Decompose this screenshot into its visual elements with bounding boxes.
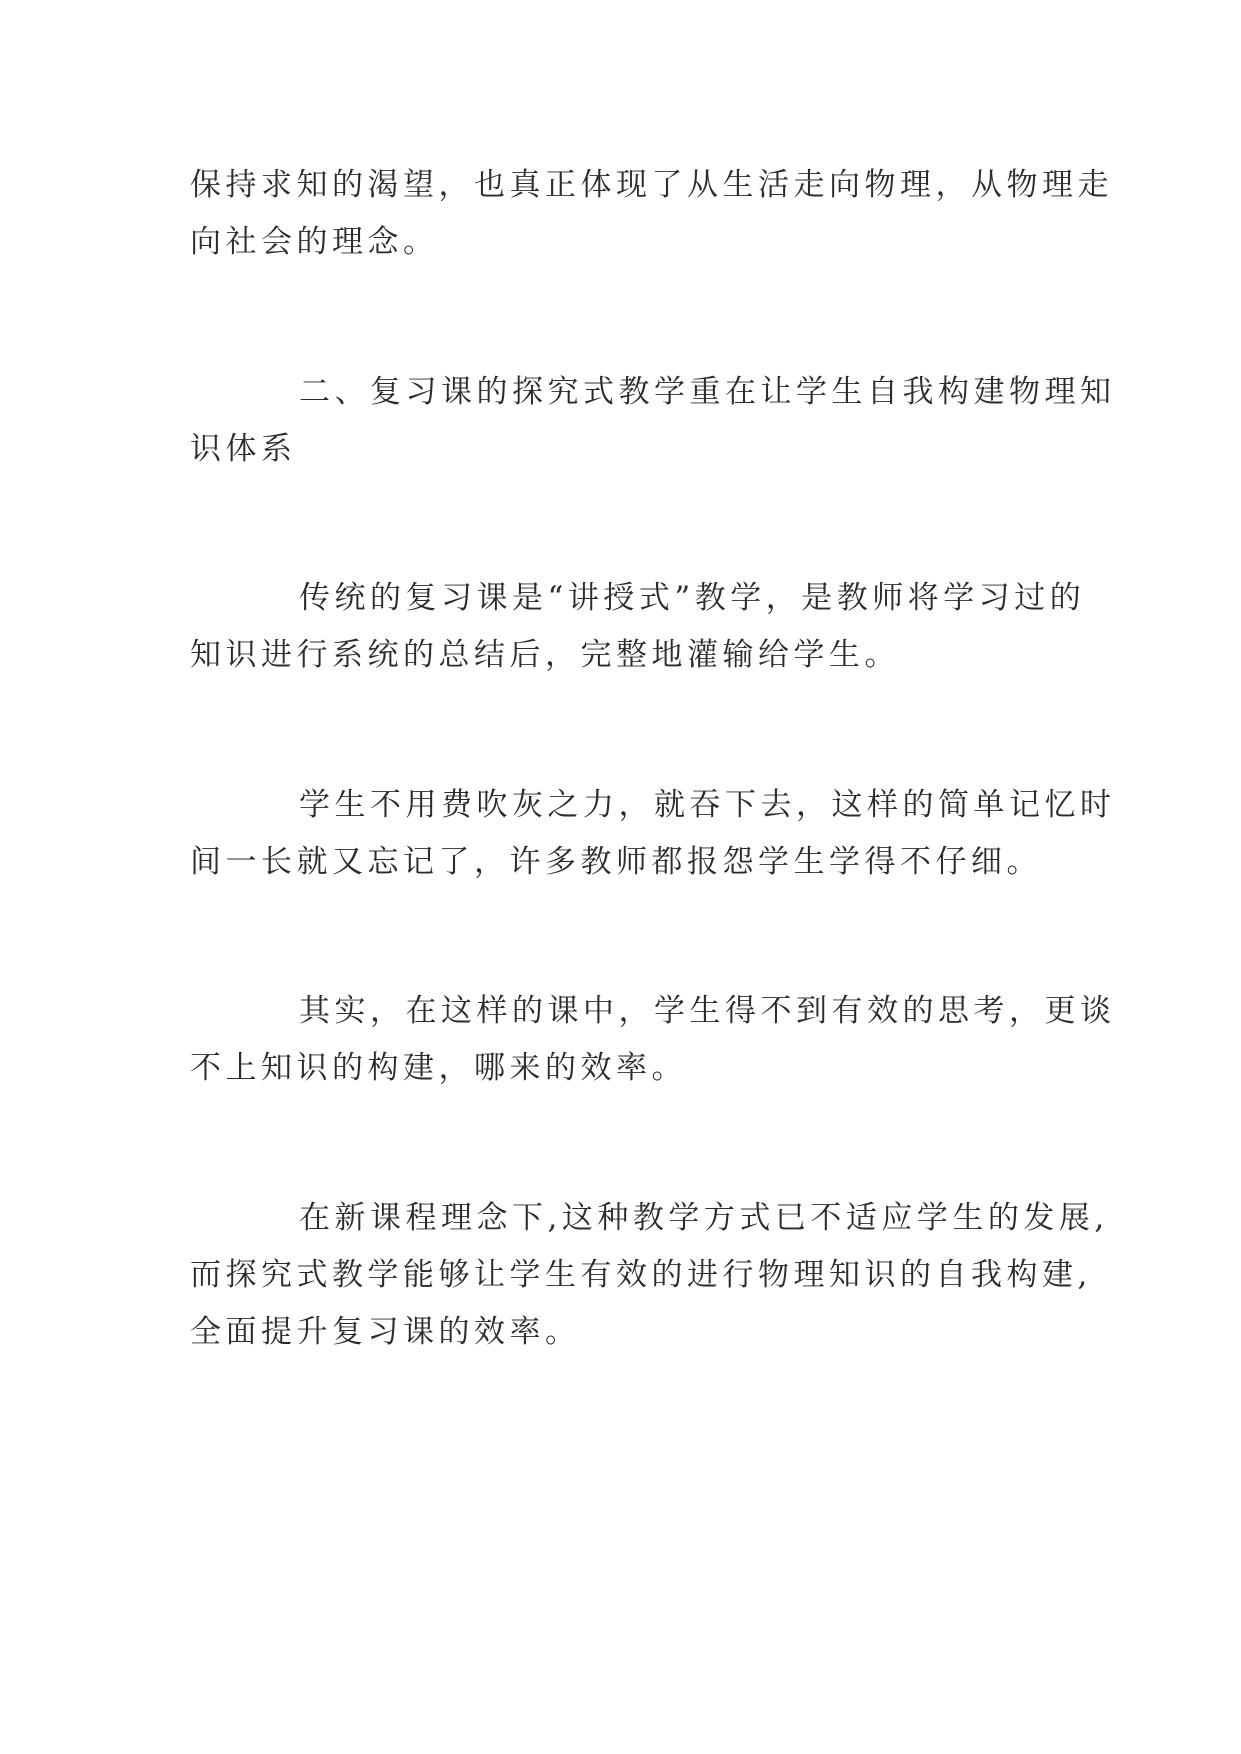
paragraph-line: 其实，在这样的课中，学生得不到有效的思考，更谈 [299, 993, 1116, 1029]
paragraph-line: 学生不用费吹灰之力，就吞下去，这样的简单记忆时 [299, 787, 1116, 823]
paragraph-line: 全面提升复习课的效率。 [190, 1314, 581, 1350]
heading-line: 识体系 [190, 431, 297, 467]
paragraph-line: 间一长就又忘记了，许多教师都报怨学生学得不仔细。 [190, 844, 1042, 880]
paragraph-line: 传统的复习课是“讲授式”教学，是教师将学习过的 [299, 580, 1086, 616]
paragraph-line: 保持求知的渴望，也真正体现了从生活走向物理，从物理走 [190, 167, 1113, 203]
paragraph-line: 知识进行系统的总结后，完整地灌输给学生。 [190, 637, 900, 673]
paragraph-line: 而探究式教学能够让学生有效的进行物理知识的自我构建, [190, 1257, 1092, 1293]
paragraph-line: 在新课程理念下,这种教学方式已不适应学生的发展, [299, 1200, 1109, 1236]
paragraph-line: 不上知识的构建，哪来的效率。 [190, 1050, 687, 1086]
heading-line: 二、复习课的探究式教学重在让学生自我构建物理知 [299, 374, 1116, 410]
paragraph-line: 向社会的理念。 [190, 224, 439, 260]
